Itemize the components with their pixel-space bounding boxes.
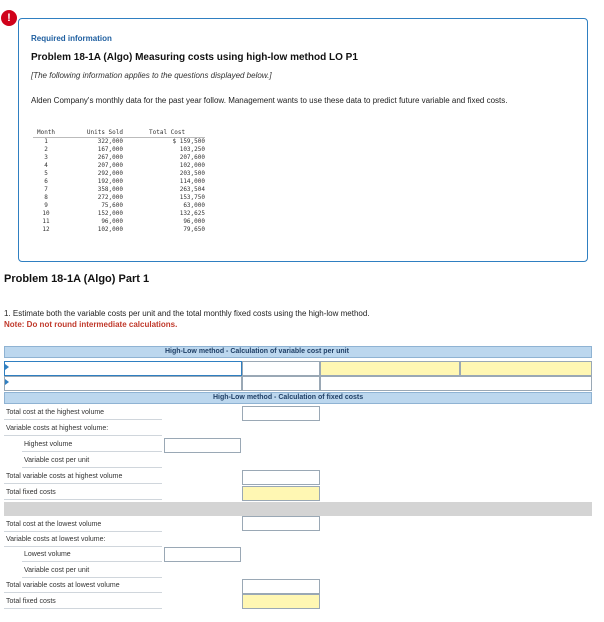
variable-cost-unit-answer-input[interactable] — [460, 361, 592, 376]
problem-title: Problem 18-1A (Algo) Measuring costs using high-low method LO P1 — [31, 52, 358, 63]
info-label: Required information — [31, 34, 112, 43]
table-row: 2 167,000 103,250 — [44, 146, 205, 153]
low-total-cost-label: Total cost at the lowest volume — [4, 518, 162, 532]
table-row: 3 267,000 207,600 — [44, 154, 205, 161]
low-total-cost-input[interactable] — [242, 516, 320, 531]
high-total-variable-costs-input[interactable] — [242, 470, 320, 485]
col-total-cost: Total Cost — [149, 129, 205, 138]
table-row: 1 322,000 $ 159,500 — [44, 138, 205, 145]
table-row: 12 102,000 79,650 — [42, 226, 205, 233]
table-row: 11 96,000 96,000 — [42, 218, 205, 225]
low-total-fixed-costs-label: Total fixed costs — [4, 595, 162, 609]
low-variable-costs-label: Variable costs at lowest volume: — [4, 533, 162, 547]
high-low-worksheet — [4, 346, 592, 612]
col-units-sold: Units Sold — [59, 129, 127, 138]
high-total-fixed-costs-label: Total fixed costs — [4, 486, 162, 500]
variable-cost-answer-input[interactable] — [320, 361, 460, 376]
lowest-volume-input[interactable] — [164, 547, 241, 562]
high-total-variable-costs-label: Total variable costs at highest volume — [4, 470, 162, 484]
low-total-variable-costs-label: Total variable costs at lowest volume — [4, 579, 162, 593]
variable-denominator-value-input[interactable] — [242, 376, 320, 391]
table-row: 5 292,000 203,500 — [44, 170, 205, 177]
monthly-data-table — [33, 129, 205, 234]
col-month: Month — [33, 129, 59, 138]
high-variable-cost-per-unit-label: Variable cost per unit — [22, 454, 162, 468]
dropdown-caret-icon — [5, 379, 9, 385]
table-row: 9 75,600 63,000 — [44, 202, 205, 209]
info-subtitle: [The following information applies to the questions displayed below.] — [31, 71, 272, 80]
alert-icon: ! — [1, 10, 17, 26]
variable-denominator-extra-cell — [320, 376, 592, 391]
highest-volume-input[interactable] — [164, 438, 241, 453]
low-total-variable-costs-input[interactable] — [242, 579, 320, 594]
high-variable-costs-label: Variable costs at highest volume: — [4, 422, 162, 436]
variable-numerator-value-input[interactable] — [242, 361, 320, 376]
variable-cost-header: High-Low method - Calculation of variable cost per unit — [4, 346, 592, 358]
table-row: 4 207,000 102,000 — [44, 162, 205, 169]
variable-denominator-label-input[interactable] — [4, 376, 242, 391]
table-header-row — [33, 129, 205, 138]
highest-volume-label: Highest volume — [22, 438, 162, 452]
low-variable-cost-per-unit-label: Variable cost per unit — [22, 564, 162, 578]
required-information-panel — [18, 18, 588, 262]
high-total-fixed-costs-input[interactable] — [242, 486, 320, 501]
part-title: Problem 18-1A (Algo) Part 1 — [4, 273, 150, 285]
high-variable-cost-per-unit-value — [164, 454, 241, 469]
lowest-volume-label: Lowest volume — [22, 548, 162, 562]
section-divider — [4, 502, 592, 516]
variable-numerator-label-input[interactable] — [4, 361, 242, 376]
table-row: 10 152,000 132,625 — [42, 210, 205, 217]
rounding-note: Note: Do not round intermediate calculations. — [4, 320, 178, 329]
high-total-cost-label: Total cost at the highest volume — [4, 406, 162, 420]
info-description: Alden Company's monthly data for the past year follow. Management wants to use these data to predict future variable and fixed costs. — [31, 96, 508, 105]
high-total-cost-input[interactable] — [242, 406, 320, 421]
dropdown-caret-icon — [5, 364, 9, 370]
table-row: 8 272,000 153,750 — [44, 194, 205, 201]
table-row: 7 358,000 263,504 — [44, 186, 205, 193]
low-total-fixed-costs-input[interactable] — [242, 594, 320, 609]
fixed-cost-header: High-Low method - Calculation of fixed costs — [4, 392, 592, 404]
question-text: 1. Estimate both the variable costs per unit and the total monthly fixed costs using the high-low method. — [4, 309, 370, 318]
table-row: 6 192,000 114,000 — [44, 178, 205, 185]
